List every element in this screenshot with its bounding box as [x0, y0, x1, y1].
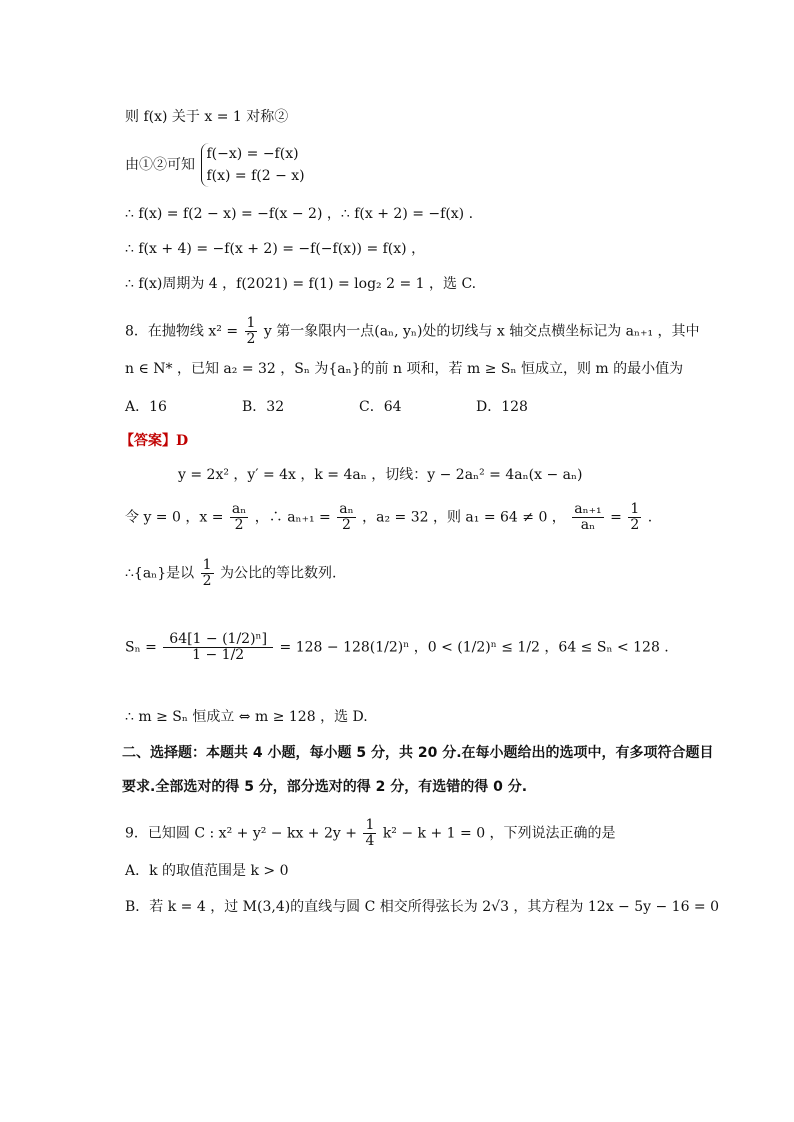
system-equation: f(−x) = −f(x): [206, 146, 299, 162]
fraction-numerator: aₙ₊₁: [574, 501, 602, 517]
fraction-numerator: aₙ: [339, 501, 354, 517]
fraction: [245, 316, 258, 347]
text-fragment: k² − k + 1 = 0 ，下列说法正确的是: [382, 825, 616, 842]
fraction-numerator: 1: [630, 501, 640, 517]
fraction: [201, 558, 214, 589]
fraction-denominator: 4: [365, 833, 375, 849]
sum-formula: [125, 632, 669, 663]
text-line: ∴ f(x)周期为 4 ，f(2021) = f(1) = log₂ 2 = 1 ，选 C.: [125, 276, 477, 292]
text-fragment: 8．在抛物线 x² =: [125, 323, 239, 340]
fraction: [163, 632, 273, 663]
answer-label: 【答案】D: [120, 433, 189, 449]
fraction: [230, 502, 248, 533]
system-equation: f(x) = f(2 − x): [206, 168, 305, 184]
brace-system: [201, 143, 304, 187]
fraction: [363, 818, 376, 849]
fraction-denominator: 2: [202, 573, 212, 589]
fraction: [572, 502, 603, 533]
fraction-denominator: aₙ: [580, 517, 596, 533]
text-fragment: 令 y = 0 ，x =: [125, 509, 224, 526]
text-fragment: = 128 − 128(1/2)ⁿ ，0 < (1/2)ⁿ ≤ 1/2 ，64 ≤ Sₙ < 128 .: [279, 639, 669, 656]
question-9: [125, 818, 616, 849]
fraction-denominator: 2: [246, 331, 256, 347]
text-fragment: Sₙ =: [125, 639, 157, 656]
option-b: B．32: [242, 399, 285, 415]
options-row: [125, 398, 593, 416]
fraction-numerator: 1: [202, 557, 212, 573]
fraction-numerator: aₙ: [231, 501, 247, 517]
option-a: A．16: [125, 399, 167, 415]
fraction-numerator: 1: [365, 817, 375, 833]
solution-line: y = 2x² ，y′ = 4x ，k = 4aₙ ，切线：y − 2aₙ² = 4aₙ(x − aₙ): [178, 467, 583, 483]
text-fragment: ，∴ aₙ₊₁ =: [254, 509, 331, 526]
fraction-denominator: 2: [234, 517, 244, 533]
text-line: n ∈ N* ，已知 a₂ = 32 ，Sₙ 为{aₙ}的前 n 项和，若 m ≥ Sₙ 恒成立，则 m 的最小值为: [125, 361, 684, 377]
fraction-denominator: 2: [630, 517, 640, 533]
question-8: [125, 316, 700, 347]
fraction: [628, 502, 641, 533]
text-fragment: y 第一象限内一点(aₙ, yₙ)处的切线与 x 轴交点横坐标记为 aₙ₊₁ ，其中: [263, 323, 700, 340]
solution-line: ∴ m ≥ Sₙ 恒成立 ⇔ m ≥ 128 ，选 D.: [125, 709, 368, 725]
section-heading: 要求.全部选对的得 5 分，部分选对的得 2 分，有选错的得 0 分.: [122, 779, 528, 795]
option-c: C．64: [359, 399, 402, 415]
fraction: [337, 502, 355, 533]
equation-system: [125, 143, 305, 187]
text-fragment: ，a₂ = 32 ，则 a₁ = 64 ≠ 0 ，: [362, 509, 566, 526]
text-fragment: =: [610, 509, 622, 526]
text-fragment: .: [647, 509, 653, 526]
option-b: B．若 k = 4 ，过 M(3,4)的直线与圆 C 相交所得弦长为 2√3 ，其方程为 12x − 5y − 16 = 0: [125, 899, 720, 915]
text-fragment: 为公比的等比数列.: [219, 565, 337, 582]
text-line: ∴ f(x) = f(2 − x) = −f(x − 2) ，∴ f(x + 2) = −f(x) .: [125, 206, 474, 222]
text-line: 则 f(x) 关于 x = 1 对称②: [125, 109, 289, 125]
text-fragment: ∴{aₙ}是以: [125, 565, 195, 582]
text-fragment: 9．已知圆 C : x² + y² − kx + 2y +: [125, 825, 357, 842]
fraction-denominator: 1 − 1/2: [192, 647, 245, 663]
solution-line: [125, 558, 336, 589]
fraction-numerator: 64[1 − (1/2)ⁿ]: [163, 632, 273, 648]
option-a: A．k 的取值范围是 k > 0: [125, 863, 289, 879]
fraction-denominator: 2: [341, 517, 351, 533]
fraction-numerator: 1: [246, 315, 256, 331]
text-prefix: 由①②可知: [125, 157, 195, 173]
option-d: D．128: [476, 399, 528, 415]
text-line: ∴ f(x + 4) = −f(x + 2) = −f(−f(x)) = f(x) ，: [125, 241, 426, 257]
section-heading: 二、选择题：本题共 4 小题，每小题 5 分，共 20 分.在每小题给出的选项中，有多项符合题目: [122, 745, 714, 761]
solution-line: [125, 502, 652, 533]
